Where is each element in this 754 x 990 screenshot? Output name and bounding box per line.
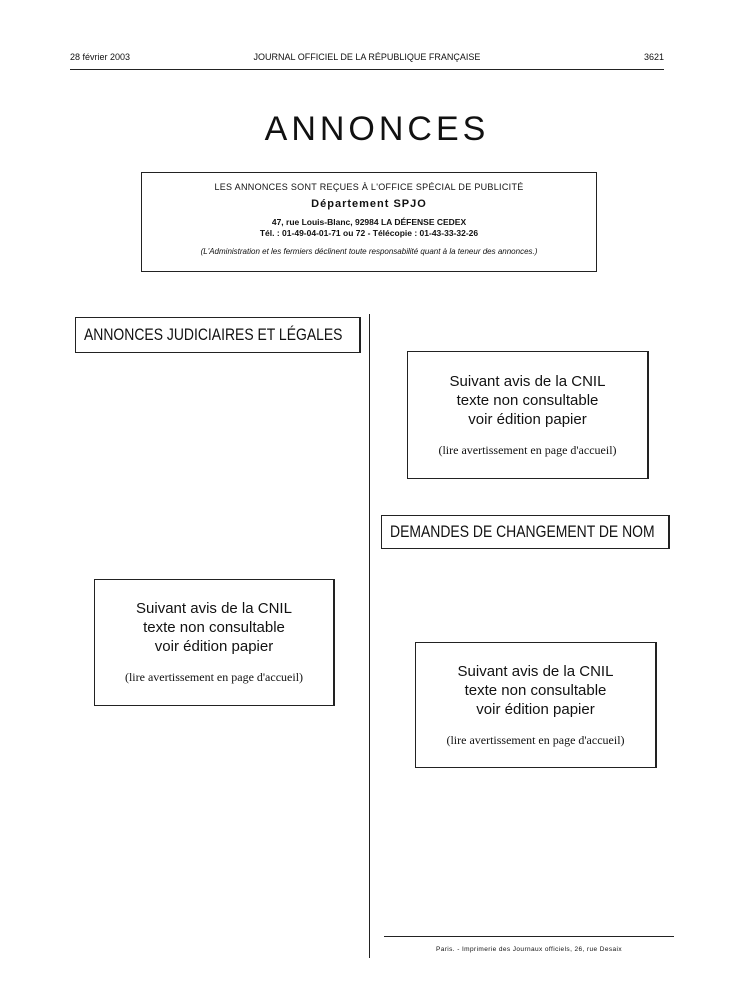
cnil-line-1: Suivant avis de la CNIL: [136, 600, 292, 617]
cnil-notice-box: [407, 351, 649, 479]
info-phone: Tél. : 01-49-04-01-71 ou 72 - Télécopie : 01-43-33-32-26: [259, 228, 479, 238]
page-header: [70, 52, 664, 66]
section-heading-judiciaires-label: ANNONCES JUDICIAIRES ET LÉGALES: [84, 325, 343, 344]
cnil-line-2: texte non consultable: [143, 619, 285, 636]
section-heading-changement-nom-label: DEMANDES DE CHANGEMENT DE NOM: [390, 522, 655, 541]
header-date: 28 février 2003: [70, 52, 131, 62]
cnil-notice-box: [94, 579, 335, 706]
printer-footer: Paris. - Imprimerie des Journaux officiels, 26, rue Desaix: [435, 946, 622, 953]
cnil-note: (lire avertissement en page d'accueil): [124, 670, 304, 684]
footer-divider: [384, 936, 674, 937]
section-heading-changement-nom: [381, 515, 670, 549]
cnil-notice-box: [415, 642, 657, 768]
publicity-info-box: [141, 172, 597, 272]
cnil-note: (lire avertissement en page d'accueil): [438, 443, 617, 457]
page-title: ANNONCES: [264, 110, 490, 148]
info-disclaimer: (L'Administration et les fermiers déclinent toute responsabilité quant à la teneur des annonces.): [200, 247, 538, 256]
cnil-line-3: voir édition papier: [154, 638, 274, 655]
info-department: Département SPJO: [311, 198, 427, 210]
header-journal-title: JOURNAL OFFICIEL DE LA RÉPUBLIQUE FRANÇAISE: [253, 52, 481, 62]
cnil-line-1: Suivant avis de la CNIL: [457, 663, 614, 680]
cnil-line-3: voir édition papier: [468, 411, 587, 428]
cnil-line-1: Suivant avis de la CNIL: [449, 373, 606, 390]
cnil-note: (lire avertissement en page d'accueil): [446, 733, 625, 747]
cnil-line-2: texte non consultable: [456, 392, 599, 409]
cnil-line-2: texte non consultable: [464, 682, 607, 699]
header-divider: [70, 69, 664, 70]
cnil-line-3: voir édition papier: [476, 701, 595, 718]
column-divider: [369, 314, 370, 958]
header-page-number: 3621: [643, 52, 664, 62]
info-address: 47, rue Louis-Blanc, 92984 LA DÉFENSE CEDEX: [271, 217, 467, 227]
info-line-1: LES ANNONCES SONT REÇUES À L'OFFICE SPÉCIAL DE PUBLICITÉ: [214, 182, 524, 192]
section-heading-judiciaires: [75, 317, 361, 353]
